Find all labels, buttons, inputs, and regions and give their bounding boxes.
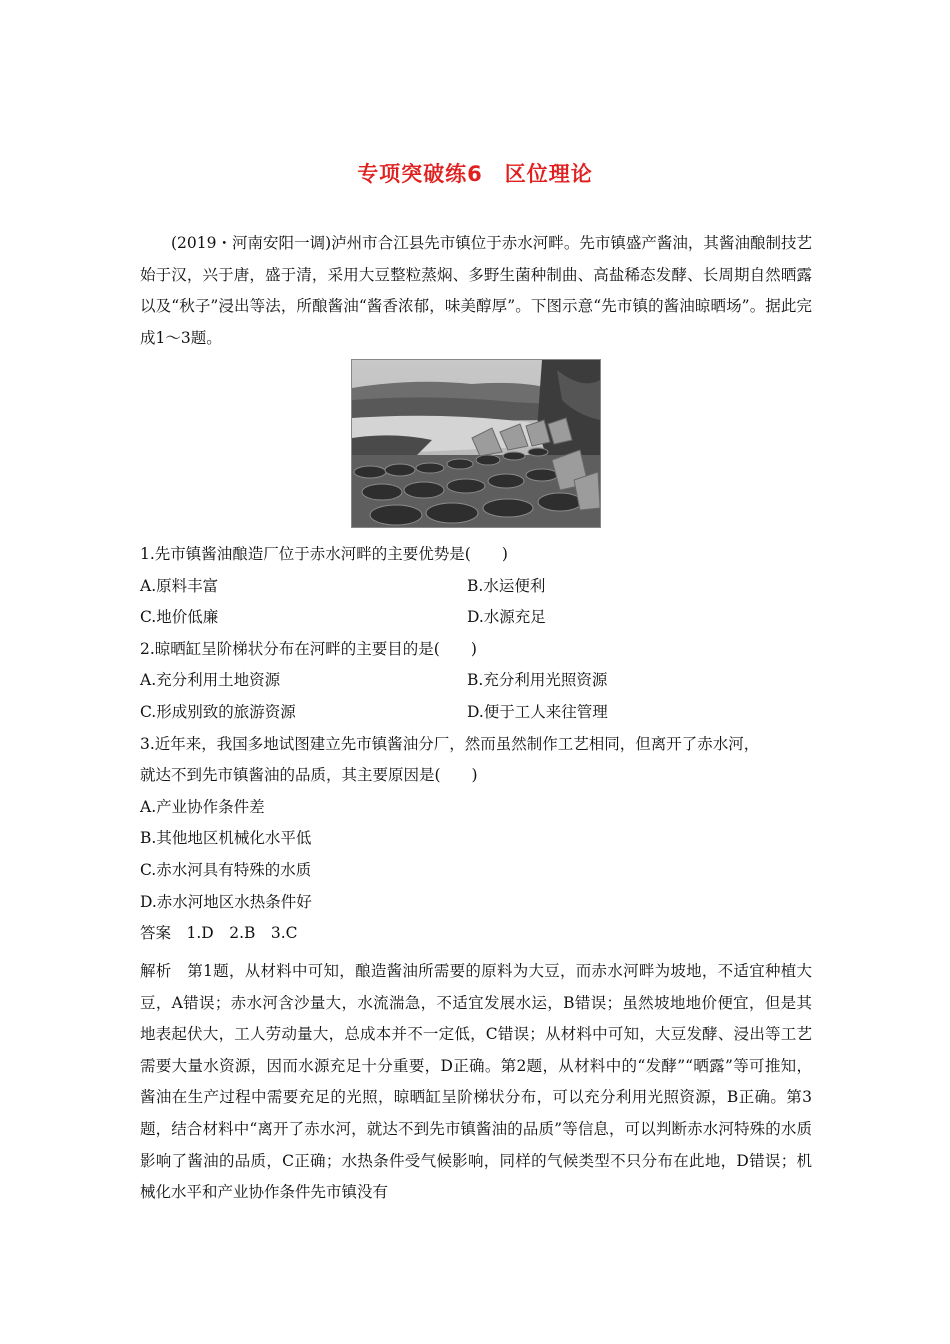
question-3-option-c: C.赤水河具有特殊的水质 <box>140 861 312 879</box>
question-3-stem-line-1: 3.近年来，我国多地试图建立先市镇酱油分厂，然而虽然制作工艺相同，但离开了赤水河， <box>140 735 760 753</box>
question-2-option-b: B.充分利用光照资源 <box>467 671 608 689</box>
page-title: 专项突破练6 区位理论 <box>357 162 593 186</box>
question-2-option-d: D.便于工人来往管理 <box>467 703 608 721</box>
answer-line: 答案 1.D 2.B 3.C <box>140 924 298 942</box>
question-1-option-c: C.地价低廉 <box>140 608 219 626</box>
question-3-option-d: D.赤水河地区水热条件好 <box>140 893 312 911</box>
question-3-option-a: A.产业协作条件差 <box>140 798 265 816</box>
question-3-stem-line-2: 就达不到先市镇酱油的品质，其主要原因是( ) <box>140 766 478 784</box>
photo-illustration <box>352 360 600 527</box>
question-1-option-b: B.水运便利 <box>467 577 546 595</box>
question-1-option-d: D.水源充足 <box>467 608 546 626</box>
question-2-stem: 2.晾晒缸呈阶梯状分布在河畔的主要目的是( ) <box>140 640 477 658</box>
question-2-option-a: A.充分利用土地资源 <box>140 671 281 689</box>
question-1-stem: 1.先市镇酱油酿造厂位于赤水河畔的主要优势是( ) <box>140 545 508 563</box>
question-3-option-b: B.其他地区机械化水平低 <box>140 829 312 847</box>
analysis-paragraph: 解析 第1题，从材料中可知，酿造酱油所需要的原料为大豆，而赤水河畔为坡地，不适宜种植大豆，A错误；赤水河含沙量大，水流湍急，不适宜发展水运，B错误；虽然坡地地价便宜，但是其地表起伏大，工人劳动量大，总成本并不一定低，C错误；从材料中可知，大豆发酵、浸出等工艺需要大量水资源，因而水源充足十分重要，D正确。第2题，从材料中的“发酵”“晒露”等可推知，酱油在生产过程中需要充足的光照，晾晒缸呈阶梯状分布，可以充分利用光照资源，B正确。第3题，结合材料中“离开了赤水河，就达不到先市镇酱油的品质”等信息，可以判断赤水河特殊的水质影响了酱油的品质，C正确；水热条件受气候影响，同样的气候类型不只分布在此地，D错误；机械化水平和产业协作条件先市镇没有 <box>140 962 812 1202</box>
soy-sauce-drying-field-photo <box>351 359 601 528</box>
intro-paragraph: (2019・河南安阳一调)泸州市合江县先市镇位于赤水河畔。先市镇盛产酱油，其酱油酿制技艺始于汉，兴于唐，盛于清，采用大豆整粒蒸焖、多野生菌种制曲、高盐稀态发酵、长周期自然晒露以及“秋子”浸出等法，所酿酱油“酱香浓郁，味美醇厚”。下图示意“先市镇的酱油晾晒场”。据此完成1～3题。 <box>140 234 812 347</box>
question-1-option-a: A.原料丰富 <box>140 577 219 595</box>
question-2-option-c: C.形成别致的旅游资源 <box>140 703 296 721</box>
